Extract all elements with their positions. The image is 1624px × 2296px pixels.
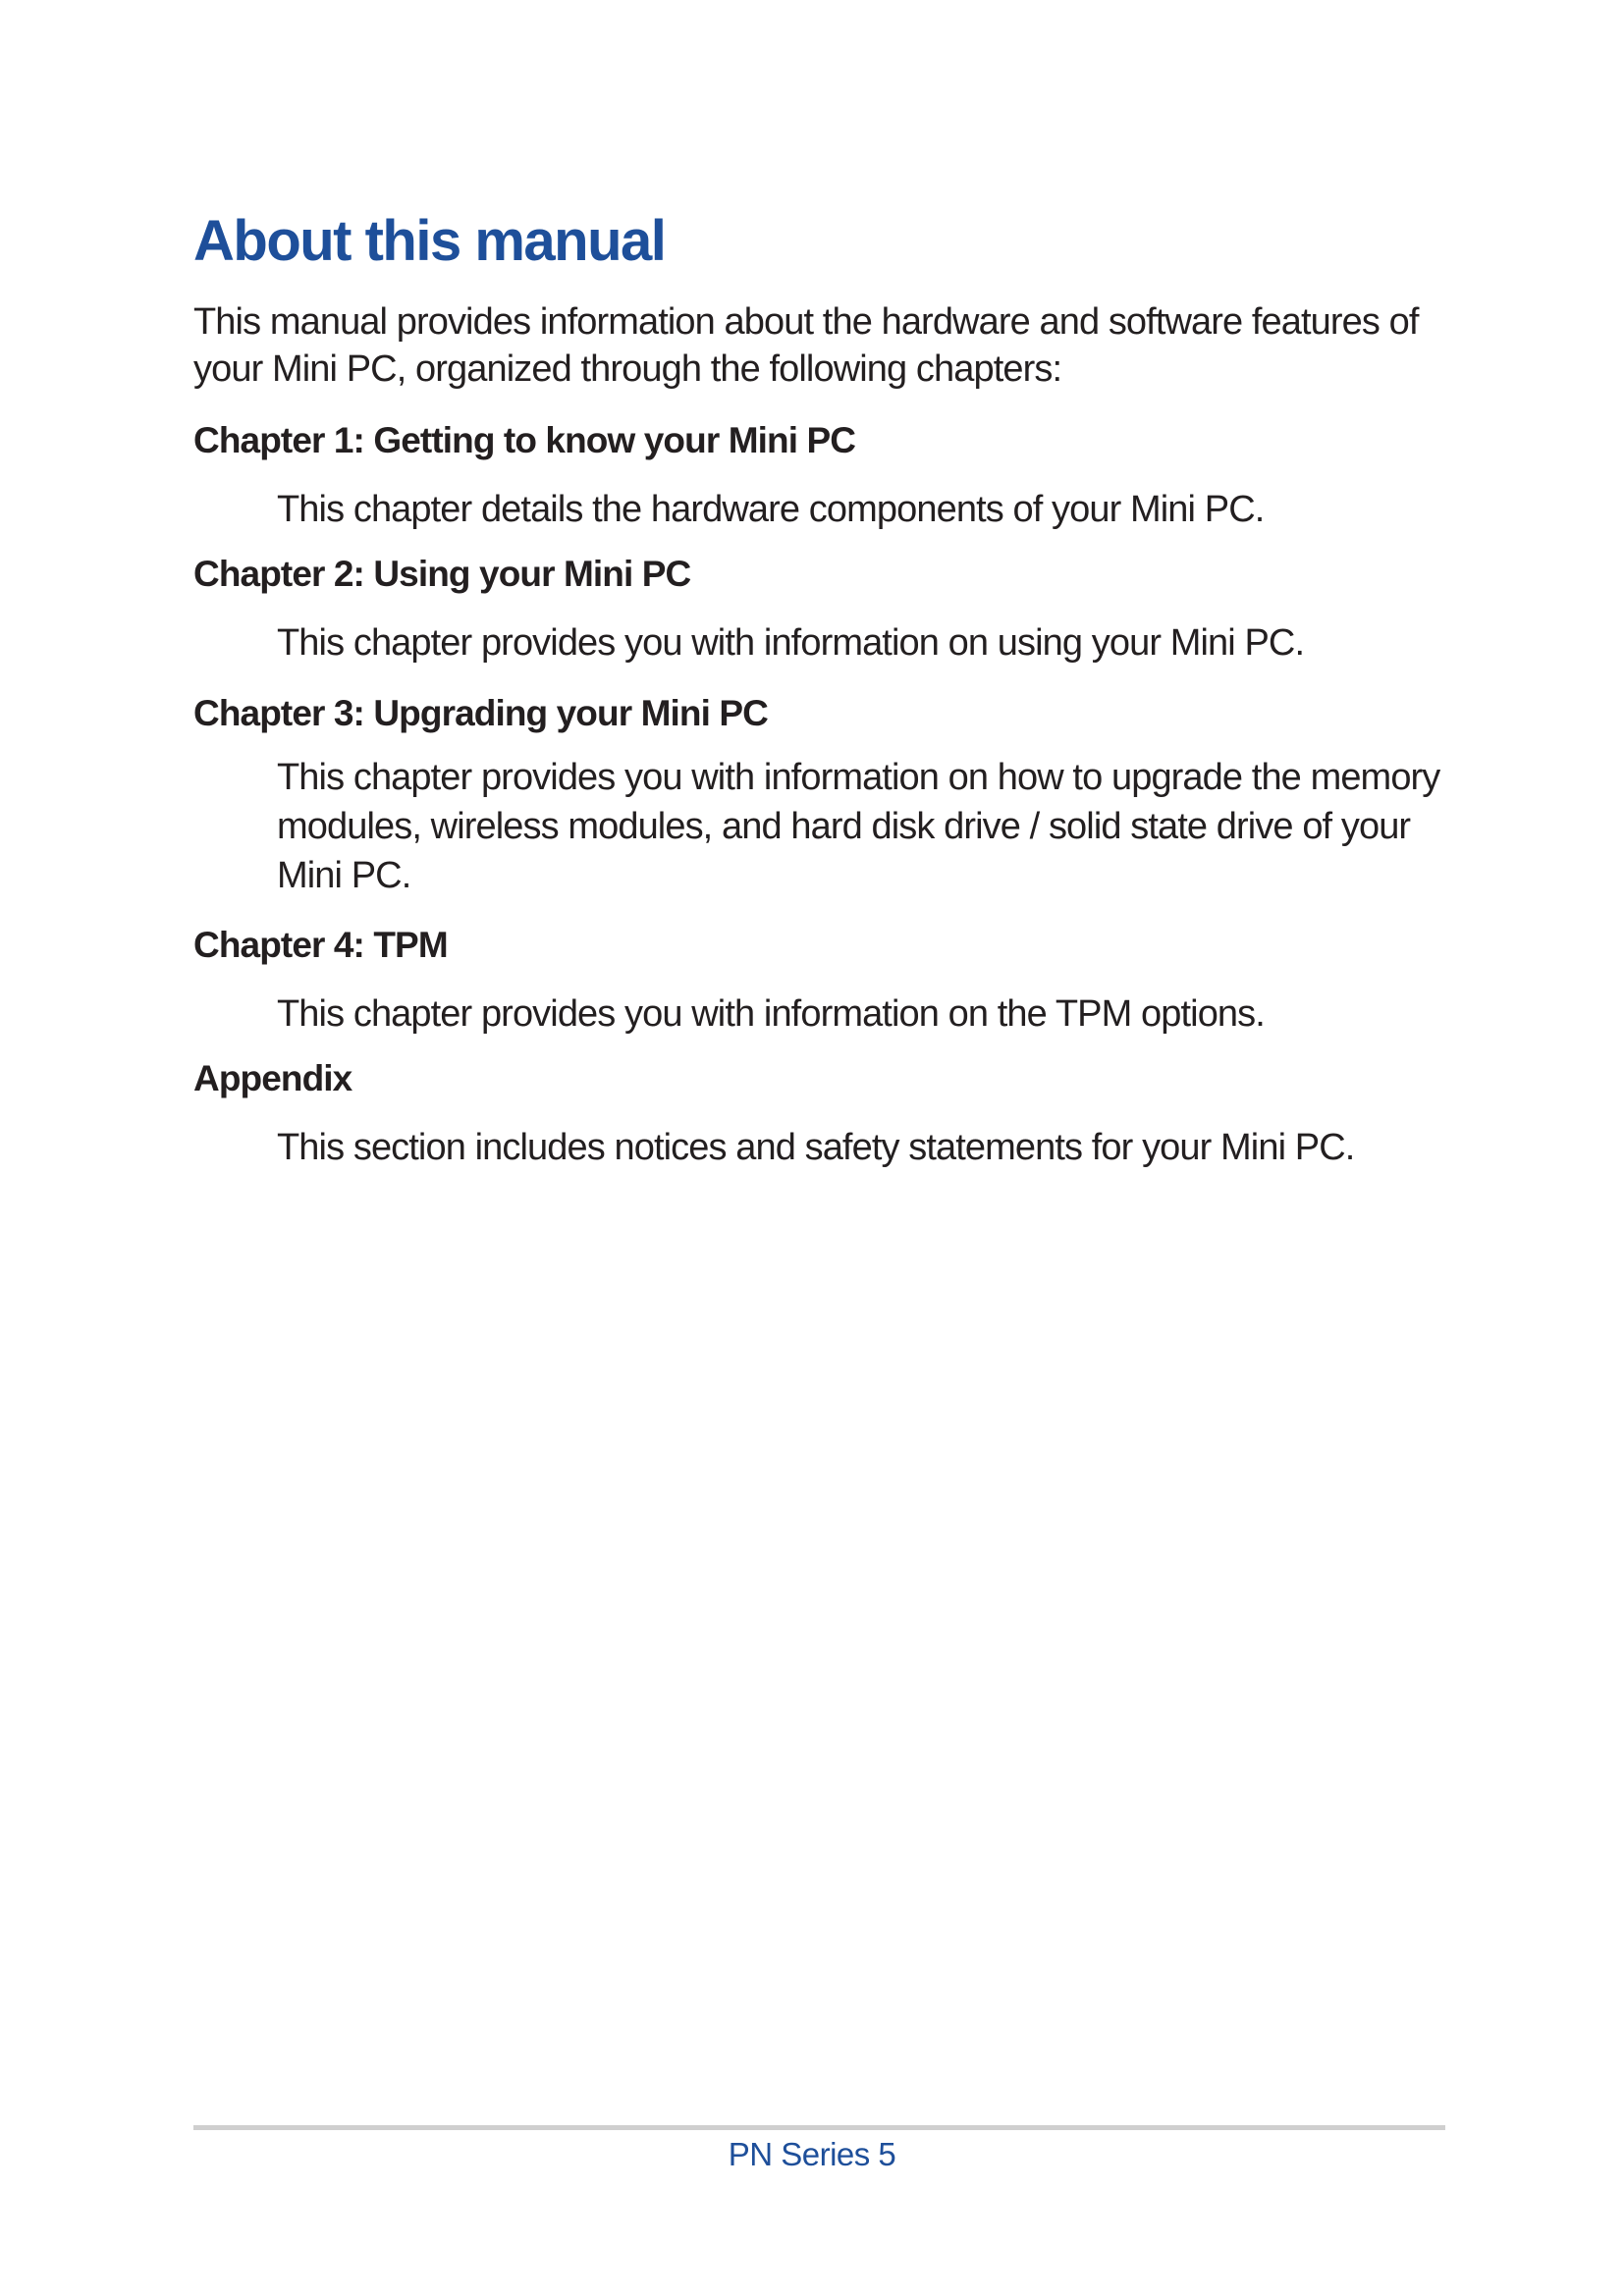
chapter-1-description: This chapter details the hardware components of your Mini PC. [277, 489, 1265, 530]
appendix-description: This section includes notices and safety statements for your Mini PC. [277, 1127, 1355, 1168]
chapter-2-heading: Chapter 2: Using your Mini PC [193, 554, 691, 594]
page-title: About this manual [193, 209, 666, 273]
chapter-4-description: This chapter provides you with information on the TPM options. [277, 993, 1265, 1035]
chapter-4-heading: Chapter 4: TPM [193, 925, 448, 965]
chapter-3-description: This chapter provides you with information on how to upgrade the memory modules, wireless modules, and hard disk drive / solid state drive of your Mini PC. [277, 757, 1440, 896]
chapter-2-description: This chapter provides you with information on using your Mini PC. [277, 622, 1305, 664]
intro-paragraph: This manual provides information about the hardware and software features of your Mini PC, organized through the following chapters: [193, 301, 1419, 390]
chapter-1-heading: Chapter 1: Getting to know your Mini PC [193, 420, 856, 460]
appendix-heading: Appendix [193, 1058, 352, 1098]
footer-divider [193, 2125, 1445, 2130]
footer-page-label: PN Series 5 [728, 2136, 896, 2172]
chapter-3-heading: Chapter 3: Upgrading your Mini PC [193, 693, 768, 733]
